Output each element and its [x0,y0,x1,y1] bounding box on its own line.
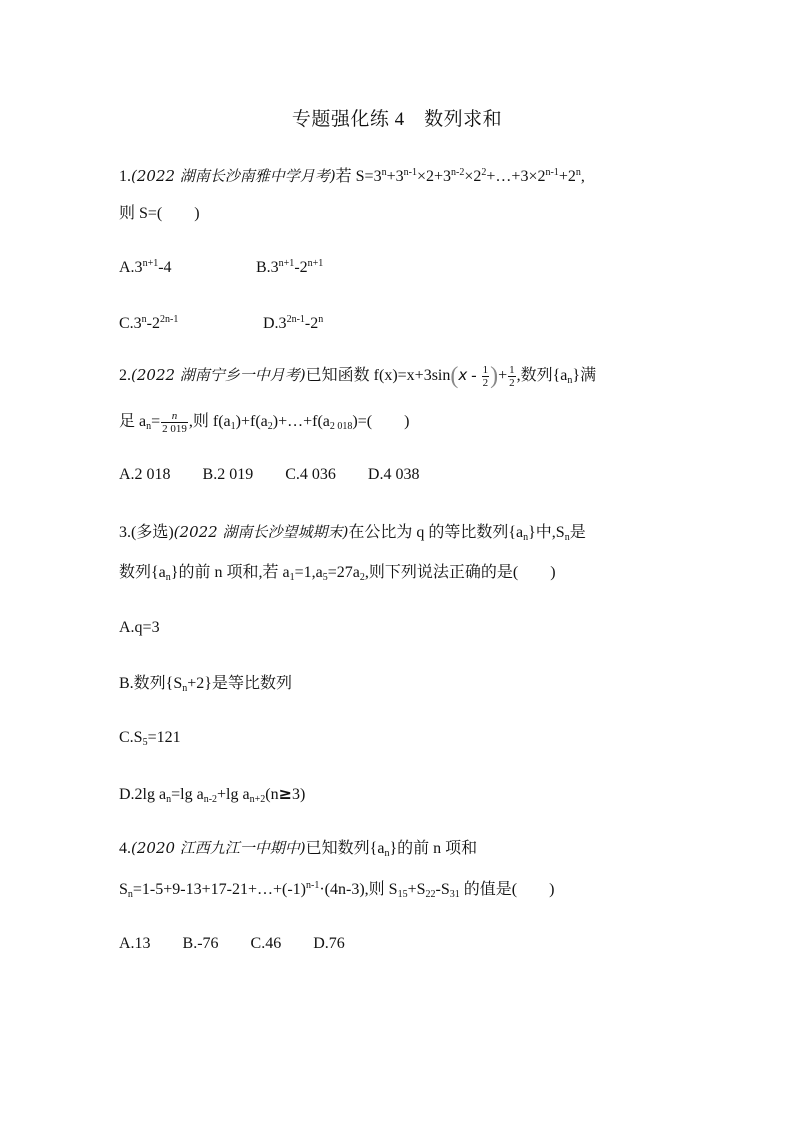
q3-stem-line2: 数列$\{a_n\}$的前 n 项和,若 $a_1=1,a_5=27a_2$,则下列说法正确的是( ) [119,564,556,583]
q1-option-c: $C.3^n-2^{2n-1}$ [119,314,179,332]
q4-source: (2020 江西九江一中期中) [131,839,306,857]
q3-stem: 3.(多选)(2022 湖南长沙望城期末)在公比为 q 的等比数列$\{a_n\}$中$,S_n$是 [119,523,586,543]
q2-stem: 2.(2022 湖南宁乡一中月考)已知函数 f(x)=x+3sin(x - $\frac{1}{2}$ )+ $\frac{1}{2}$ ,数列$\{a_n\}$满 [119,363,597,390]
q4-stem: 4.(2020 江西九江一中期中)已知数列$\{a_n\}$的前 n 项和 [119,839,478,859]
q3-option-b: B.数列$\{S_n+2\}$是等比数列 [119,675,292,694]
q3-option-a: A.q=3 [119,619,160,636]
q3-option-c: $C.S_5=121$ [119,729,181,748]
q1-source: (2022 湖南长沙南雅中学月考) [131,167,336,185]
q2-source: (2022 湖南宁乡一中月考) [131,366,306,385]
fraction-n-over-2019: $\frac{n}{2 019}$ [162,410,187,435]
q3-source: (2022 湖南长沙望城期末) [173,523,349,541]
q1-option-d: $D.3^{2n-1}-2^n$ [263,314,324,332]
q2-options: A.2 018 B.2 019 C.4 036 D.4 038 [119,466,420,483]
q1-option-a: $A.3^{n+1}-4$ [119,258,172,276]
q4-stem-line2: $S_n=1-5+9-13+17-21+\dots+(-1)^{n-1}\cdot(4n-3)$,则 $S_{15}+S_{22}-S_{31}$ 的值是( ) [119,880,555,900]
q2-number: 2. [119,367,131,385]
q3-number: 3. [119,524,131,541]
q3-option-d: D.2lg $a_n=\lg$ $a_{n-2}+\lg$ $a_{n+2}(n\ge 3)$ [119,784,306,805]
page-title: 专题强化练 4 数列求和 [291,109,503,130]
fraction-one-half: $\frac{1}{2}$ [482,364,489,389]
q1-number: 1. [119,168,131,185]
q4-number: 4. [119,840,131,857]
q1-stem: 1.(2022 湖南长沙南雅中学月考)若 $S=3^n+3^{n-1}\times 2+3^{n-2}\times 2^2+\dots+3\times 2^{n-1}+2^n$, [119,167,585,185]
q1-stem-line2: 则 S=( ) [119,205,200,222]
fraction-one-half-2: $\frac{1}{2}$ [509,364,515,389]
q1-option-b: $B.3^{n+1}-2^{n+1}$ [256,258,324,276]
q2-stem-line2: 足 $a_n=$ $\frac{n}{2 019}$ ,则 $f(a_1)+f(a_2)+\dots+f(a_{2 018})=$( ) [119,410,410,435]
q4-options: A.13 B.-76 C.46 D.76 [119,935,345,952]
